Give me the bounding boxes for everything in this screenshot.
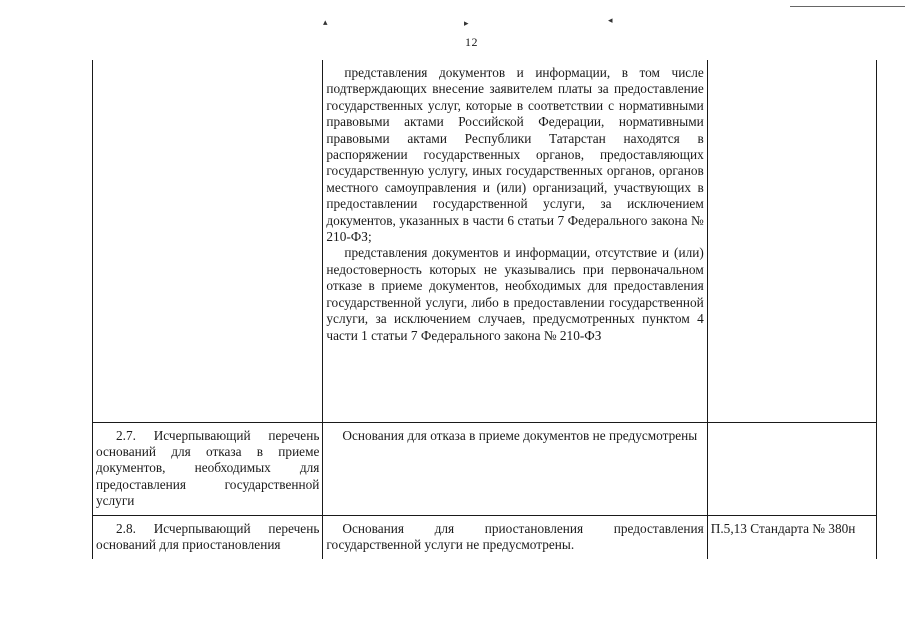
regulation-table xyxy=(92,60,877,559)
page-number: 12 xyxy=(465,35,478,49)
scan-dot-3: ◂ xyxy=(608,15,613,25)
table-row xyxy=(93,422,877,515)
scan-line-top xyxy=(790,6,905,7)
row-3-col-2: Основания для приостановления предоставления государственной услуги не предусмотрены. xyxy=(323,515,707,559)
row-1-col-2 xyxy=(323,60,707,422)
row-2-col-2: Основания для отказа в приеме документов не предусмотрены xyxy=(323,422,707,515)
row-2-col-1: 2.7. Исчерпывающий перечень оснований для отказа в приеме документов, необходимых для предоставления государственной услуги xyxy=(93,422,323,515)
row-3-col-1: 2.8. Исчерпывающий перечень оснований для приостановления xyxy=(93,515,323,559)
scan-dot-2: ▸ xyxy=(464,18,469,28)
row-3-col-3: П.5,13 Стандарта № 380н xyxy=(707,515,876,559)
row-2-col-3 xyxy=(707,422,876,515)
row-1-col-1 xyxy=(93,60,323,422)
scan-dot-1: ▴ xyxy=(323,17,328,27)
row-1-col-3 xyxy=(707,60,876,422)
paragraph: представления документов и информации, отсутствие и (или) недостоверность которых не указывались при первоначальном отказе в приеме документов, необходимых для предоставления государственной услуги, либо в предоставлении государственной услуги, за исключением случаев, предусмотренных пунктом 4 части 1 статьи 7 Федерального закона № 210-ФЗ xyxy=(326,245,704,343)
table-row xyxy=(93,515,877,559)
table-row xyxy=(93,60,877,422)
paragraph: представления документов и информации, в том числе подтверждающих внесение заявителем платы за предоставление государственных услуг, которые в соответствии с нормативными правовыми актами Российской Федерации, нормативными правовыми актами Республики Татарстан находятся в распоряжении государственных органов, предоставляющих государственную услугу, иных государственных органов, органов местного самоуправления и (или) организаций, участвующих в предоставлении государственной услуги, за исключением документов, указанных в части 6 статьи 7 Федерального закона № 210-ФЗ; xyxy=(326,65,704,245)
